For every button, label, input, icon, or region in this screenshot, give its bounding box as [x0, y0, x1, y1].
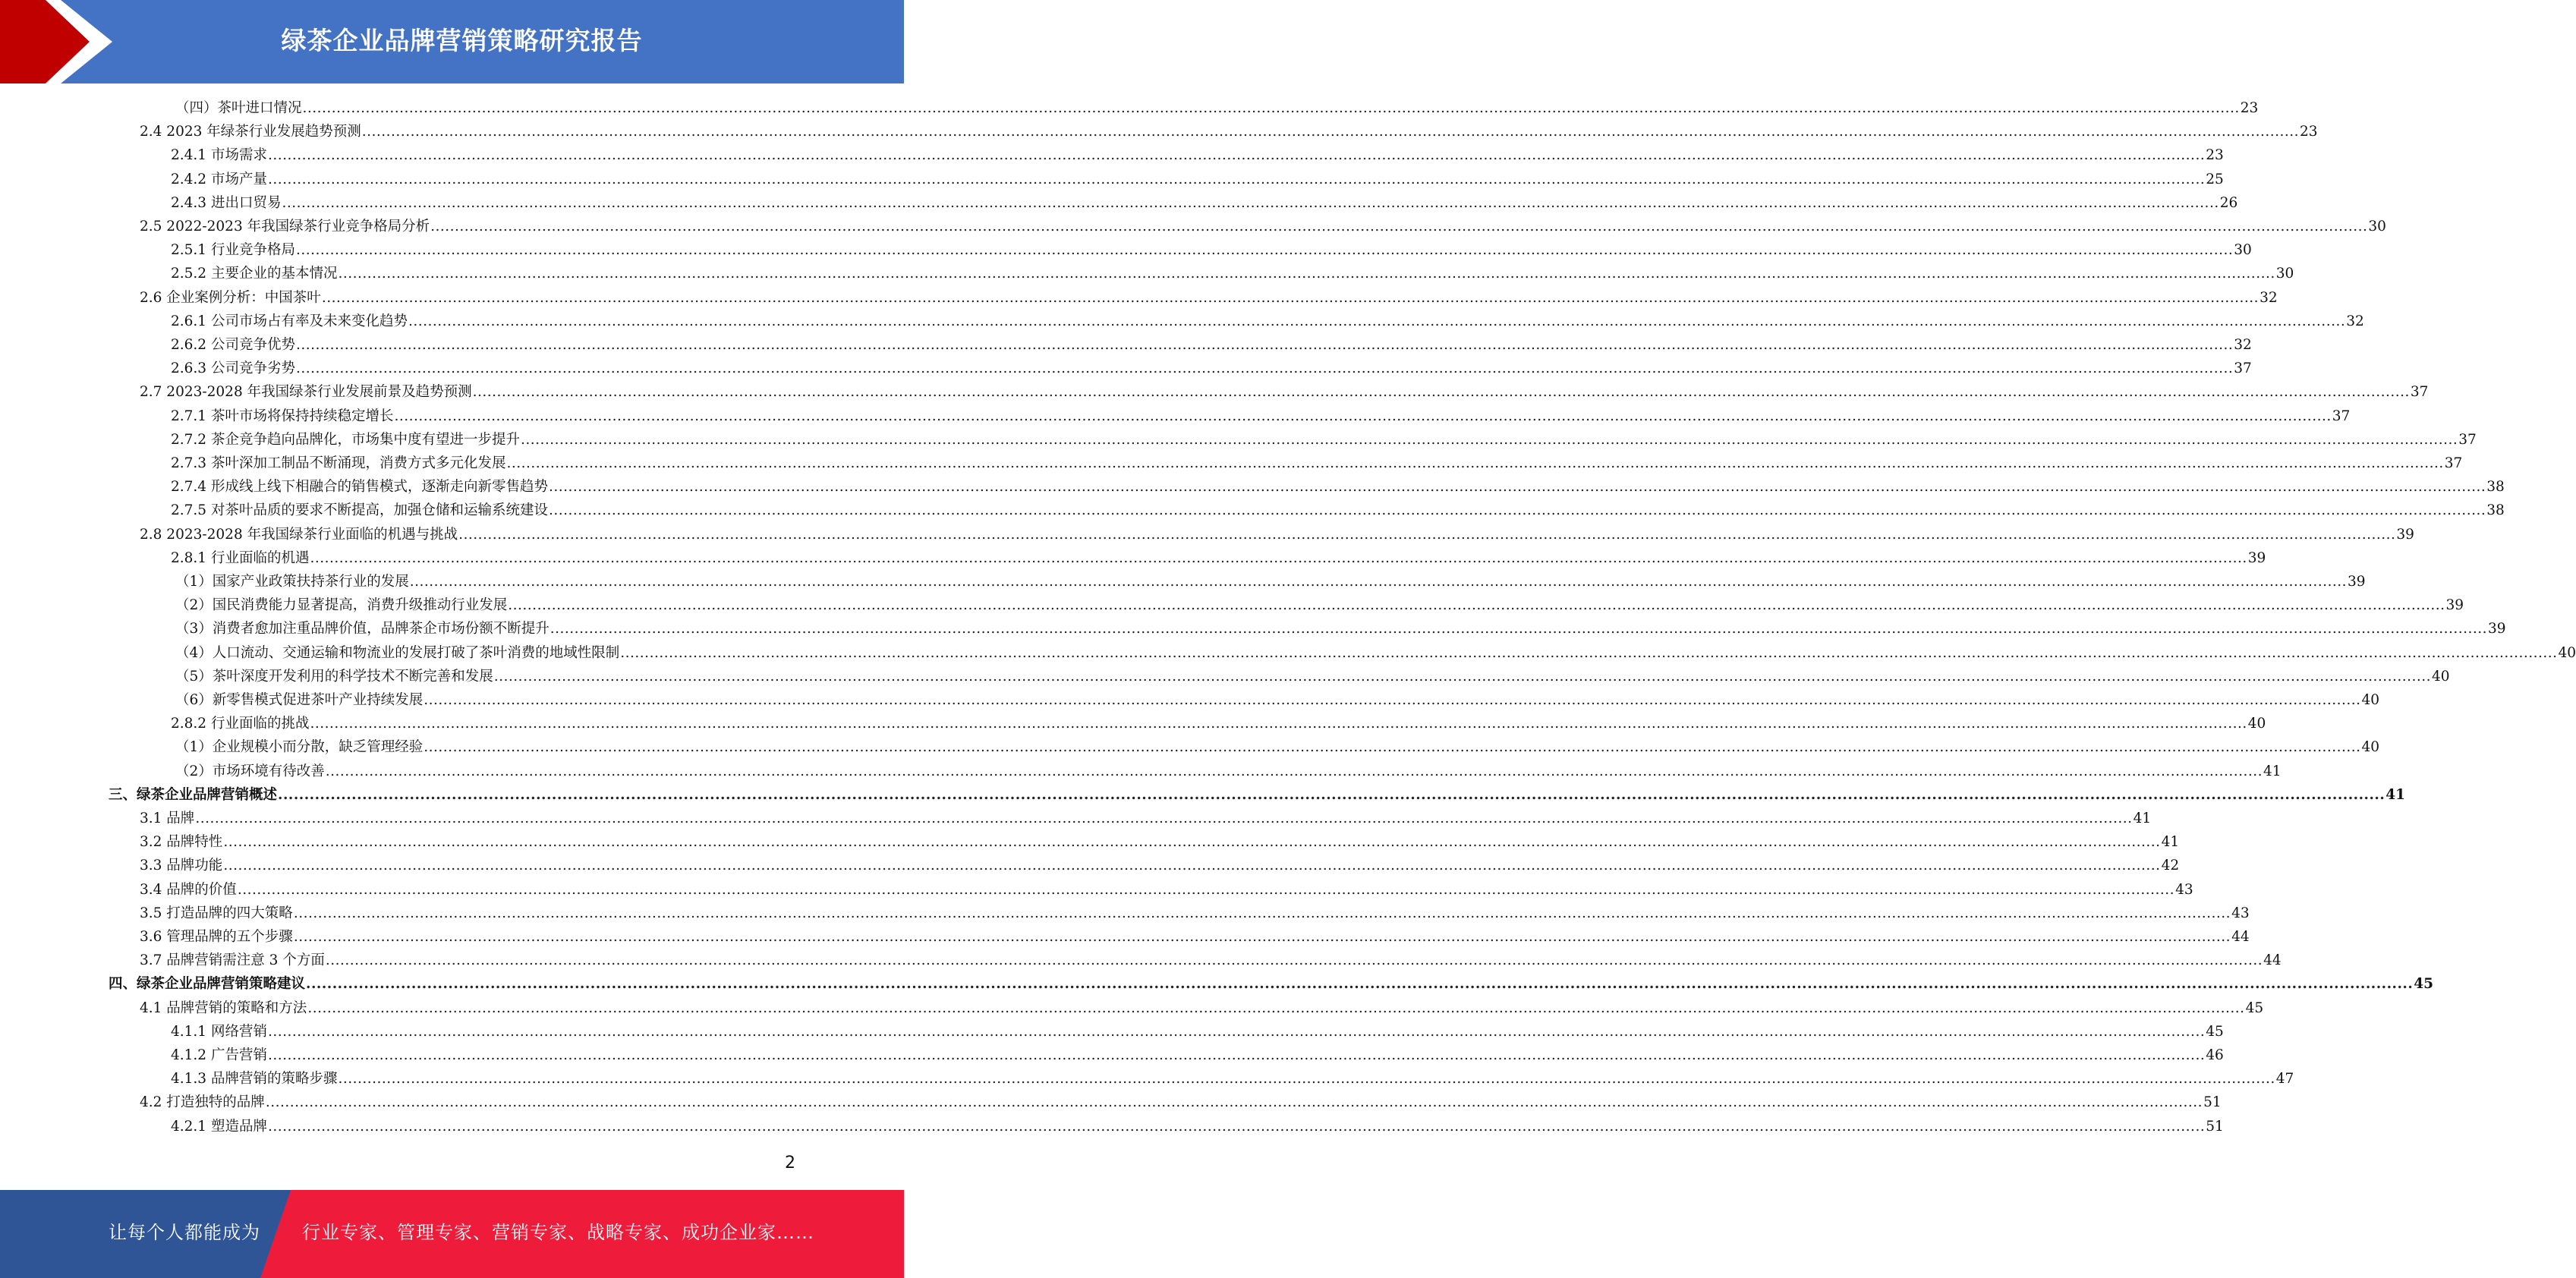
toc-entry-title: 4.1 品牌营销的策略和方法	[140, 999, 307, 1016]
toc-leader-dots: ................................................................................................................................................................................................................................................................................................................................................................................................................	[267, 147, 2206, 164]
toc-entry[interactable]	[171, 262, 2294, 285]
toc-leader-dots: ................................................................................................................................................................................................................................................................................................................................................................................................................	[307, 999, 2245, 1016]
toc-leader-dots: ................................................................................................................................................................................................................................................................................................................................................................................................................	[472, 384, 2410, 401]
toc-entry-page: 51	[2206, 1118, 2224, 1135]
toc-entry-title: （6）新零售模式促进茶叶产业持续发展	[175, 692, 424, 708]
toc-entry-title: （3）消费者愈加注重品牌价值，品牌茶企市场份额不断提升	[175, 621, 550, 637]
toc-entry-title: （4）人口流动、交通运输和物流业的发展打破了茶叶消费的地域性限制	[175, 644, 620, 661]
toc-entry-page: 41	[2263, 763, 2282, 779]
toc-entry[interactable]	[175, 593, 2464, 617]
toc-entry[interactable]	[140, 523, 2414, 546]
toc-entry-page: 41	[2133, 811, 2152, 826]
toc-entry[interactable]	[140, 902, 2250, 925]
toc-entry-title: 4.1.2 广告营销	[171, 1047, 267, 1063]
toc-entry-page: 37	[2444, 455, 2463, 471]
toc-leader-dots: ................................................................................................................................................................................................................................................................................................................................................................................................................	[430, 219, 2368, 235]
toc-entry-title: 2.6.2 公司竞争优势	[171, 337, 295, 353]
toc-entry[interactable]	[109, 783, 2406, 807]
toc-entry-page: 39	[2247, 549, 2266, 566]
toc-entry-page: 25	[2206, 171, 2224, 187]
toc-entry-page: 43	[2175, 881, 2193, 898]
toc-entry-title: 2.8.1 行业面临的机遇	[171, 549, 310, 566]
toc-entry-page: 44	[2231, 929, 2250, 945]
toc-entry[interactable]	[140, 286, 2278, 310]
toc-entry-page: 26	[2219, 194, 2238, 211]
toc-entry-title: 2.7.2 茶企竞争趋向品牌化，市场集中度有望进一步提升	[171, 431, 520, 448]
footer-slogan-left: 让每个人都能成为	[109, 1222, 260, 1243]
toc-entry-title: （1）国家产业政策扶持茶行业的发展	[175, 574, 409, 590]
toc-entry-title: 2.6.1 公司市场占有率及未来变化趋势	[171, 313, 408, 329]
toc-entry-title: 2.8 2023-2028 年我国绿茶行业面临的机遇与挑战	[140, 526, 458, 543]
toc-entry[interactable]	[175, 688, 2380, 712]
toc-entry-title: 三、绿茶企业品牌营销概述	[109, 786, 278, 803]
toc-entry-page: 40	[2247, 716, 2266, 732]
toc-entry-title: 2.4.2 市场产量	[171, 171, 267, 187]
toc-entry-page: 37	[2234, 360, 2252, 377]
toc-leader-dots: ................................................................................................................................................................................................................................................................................................................................................................................................................	[424, 739, 2361, 756]
toc-entry[interactable]	[140, 996, 2264, 1020]
toc-leader-dots: ................................................................................................................................................................................................................................................................................................................................................................................................................	[409, 574, 2348, 590]
toc-entry[interactable]	[175, 760, 2282, 783]
toc-entry[interactable]	[171, 1043, 2224, 1067]
toc-entry-page: 32	[2346, 313, 2364, 329]
toc-entry-title: 2.6 企业案例分析：中国茶叶	[140, 289, 321, 306]
toc-entry-page: 45	[2414, 976, 2434, 993]
toc-leader-dots: ................................................................................................................................................................................................................................................................................................................................................................................................................	[223, 834, 2161, 851]
toc-entry-title: 3.3 品牌功能	[140, 858, 223, 874]
toc-entry[interactable]	[175, 570, 2366, 593]
toc-leader-dots: ................................................................................................................................................................................................................................................................................................................................................................................................................	[282, 194, 2219, 211]
toc-entry-title: 4.1.3 品牌营销的策略步骤	[171, 1071, 338, 1088]
toc-leader-dots: ................................................................................................................................................................................................................................................................................................................................................................................................................	[295, 337, 2234, 353]
toc-leader-dots: ................................................................................................................................................................................................................................................................................................................................................................................................................	[237, 881, 2175, 898]
toc-leader-dots: ................................................................................................................................................................................................................................................................................................................................................................................................................	[195, 811, 2133, 826]
toc-entry-title: 2.8.2 行业面临的挑战	[171, 716, 310, 732]
toc-entry[interactable]	[171, 143, 2224, 167]
toc-entry-title: 3.4 品牌的价值	[140, 881, 237, 898]
toc-entry[interactable]	[109, 972, 2434, 996]
toc-entry-title: 2.5 2022-2023 年我国绿茶行业竞争格局分析	[140, 219, 430, 235]
toc-entry-title: 2.4.3 进出口贸易	[171, 194, 282, 211]
toc-entry-title: （5）茶叶深度开发利用的科学技术不断完善和发展	[175, 668, 493, 685]
toc-entry-page: 37	[2458, 431, 2477, 448]
toc-leader-dots: ................................................................................................................................................................................................................................................................................................................................................................................................................	[321, 289, 2260, 306]
toc-entry[interactable]	[140, 807, 2152, 830]
toc-leader-dots: ................................................................................................................................................................................................................................................................................................................................................................................................................	[267, 171, 2206, 187]
toc-leader-dots: ................................................................................................................................................................................................................................................................................................................................................................................................................	[310, 549, 2247, 566]
toc-entry-page: 51	[2203, 1094, 2222, 1111]
toc-entry-title: 2.4.1 市场需求	[171, 147, 267, 164]
toc-leader-dots: ................................................................................................................................................................................................................................................................................................................................................................................................................	[338, 266, 2275, 282]
toc-leader-dots: ................................................................................................................................................................................................................................................................................................................................................................................................................	[306, 976, 2414, 993]
toc-entry-title: 3.2 品牌特性	[140, 834, 223, 851]
toc-entry[interactable]	[140, 380, 2429, 404]
toc-entry-page: 39	[2348, 574, 2366, 590]
toc-entry-page: 37	[2332, 408, 2351, 424]
toc-entry-title: 2.5.2 主要企业的基本情况	[171, 266, 338, 282]
toc-leader-dots: ................................................................................................................................................................................................................................................................................................................................................................................................................	[278, 786, 2385, 803]
toc-entry[interactable]	[171, 333, 2252, 357]
toc-entry-title: 4.2.1 塑造品牌	[171, 1118, 267, 1135]
page-header	[0, 0, 904, 83]
toc-leader-dots: ................................................................................................................................................................................................................................................................................................................................................................................................................	[295, 360, 2234, 377]
toc-leader-dots: ................................................................................................................................................................................................................................................................................................................................................................................................................	[548, 502, 2486, 519]
toc-entry-title: 4.2 打造独特的品牌	[140, 1094, 265, 1111]
page-number: 2	[785, 1154, 795, 1173]
toc-entry-page: 42	[2161, 858, 2180, 874]
toc-entry-page: 30	[2234, 242, 2252, 259]
toc-entry[interactable]	[171, 168, 2224, 191]
toc-entry-title: 2.7 2023-2028 年我国绿茶行业发展前景及趋势预测	[140, 384, 472, 401]
toc-entry-page: 39	[2445, 597, 2464, 614]
toc-entry[interactable]	[171, 428, 2477, 452]
toc-entry[interactable]	[171, 546, 2266, 570]
toc-leader-dots: ................................................................................................................................................................................................................................................................................................................................................................................................................	[265, 1094, 2203, 1111]
toc-leader-dots: ................................................................................................................................................................................................................................................................................................................................................................................................................	[295, 242, 2234, 259]
toc-entry-page: 40	[2361, 739, 2380, 756]
toc-entry-title: 3.6 管理品牌的五个步骤	[140, 929, 293, 945]
toc-entry-title: 2.7.1 茶叶市场将保持持续稳定增长	[171, 408, 394, 424]
toc-leader-dots: ................................................................................................................................................................................................................................................................................................................................................................................................................	[520, 431, 2458, 448]
toc-entry[interactable]	[140, 949, 2282, 972]
toc-entry[interactable]	[171, 1115, 2224, 1138]
toc-entry-page: 45	[2206, 1023, 2224, 1040]
toc-entry[interactable]	[175, 641, 2576, 665]
toc-entry[interactable]	[140, 1091, 2222, 1114]
toc-leader-dots: ................................................................................................................................................................................................................................................................................................................................................................................................................	[310, 716, 2247, 732]
toc-entry[interactable]	[171, 310, 2364, 333]
toc-entry-page: 40	[2361, 692, 2380, 708]
toc-entry[interactable]	[140, 878, 2193, 902]
toc-leader-dots: ................................................................................................................................................................................................................................................................................................................................................................................................................	[508, 597, 2445, 614]
toc-entry[interactable]	[171, 712, 2266, 735]
toc-leader-dots: ................................................................................................................................................................................................................................................................................................................................................................................................................	[325, 763, 2263, 779]
toc-entry-title: 3.7 品牌营销需注意 3 个方面	[140, 952, 325, 969]
toc-leader-dots: ................................................................................................................................................................................................................................................................................................................................................................................................................	[548, 479, 2486, 496]
toc-entry[interactable]	[140, 120, 2318, 143]
toc-entry-page: 40	[2432, 668, 2450, 685]
toc-entry-page: 47	[2275, 1071, 2294, 1088]
toc-entry[interactable]	[171, 1067, 2294, 1091]
toc-entry-title: 2.7.4 形成线上线下相融合的销售模式，逐渐走向新零售趋势	[171, 479, 548, 496]
toc-leader-dots: ................................................................................................................................................................................................................................................................................................................................................................................................................	[408, 313, 2346, 329]
footer-slogan-right: 行业专家、管理专家、营销专家、战略专家、成功企业家……	[302, 1222, 814, 1243]
toc-entry-title: （1）企业规模小而分散，缺乏管理经验	[175, 739, 424, 756]
toc-entry[interactable]	[175, 665, 2450, 688]
toc-entry-page: 38	[2486, 479, 2505, 496]
toc-entry-title: 2.7.5 对茶叶品质的要求不断提高，加强仓储和运输系统建设	[171, 502, 548, 519]
toc-entry-page: 23	[2206, 147, 2224, 164]
toc-entry-title: （2）国民消费能力显著提高，消费升级推动行业发展	[175, 597, 508, 614]
toc-entry[interactable]	[175, 96, 2259, 120]
toc-leader-dots: ................................................................................................................................................................................................................................................................................................................................................................................................................	[267, 1023, 2206, 1040]
toc-entry[interactable]	[140, 925, 2250, 949]
toc-entry-page: 32	[2234, 337, 2252, 353]
report-title: 绿茶企业品牌营销策略研究报告	[281, 26, 643, 55]
toc-leader-dots: ................................................................................................................................................................................................................................................................................................................................................................................................................	[325, 952, 2263, 969]
toc-entry[interactable]	[140, 830, 2180, 854]
page-footer	[0, 1190, 904, 1278]
toc-entry-page: 32	[2260, 289, 2278, 306]
toc-entry-page: 39	[2396, 526, 2414, 543]
toc-entry-page: 23	[2300, 124, 2318, 140]
toc-entry[interactable]	[171, 1020, 2224, 1043]
toc-entry[interactable]	[140, 215, 2386, 238]
toc-entry-page: 41	[2161, 834, 2180, 851]
toc-entry-page: 30	[2368, 219, 2386, 235]
toc-entry-title: 4.1.1 网络营销	[171, 1023, 267, 1040]
toc-entry[interactable]	[171, 404, 2351, 428]
toc-entry-title: 3.5 打造品牌的四大策略	[140, 905, 293, 921]
toc-leader-dots: ................................................................................................................................................................................................................................................................................................................................................................................................................	[458, 526, 2396, 543]
toc-entry[interactable]	[171, 475, 2505, 499]
toc-entry-page: 23	[2240, 100, 2259, 116]
toc-entry-title: （2）市场环境有待改善	[175, 763, 325, 779]
toc-leader-dots: ................................................................................................................................................................................................................................................................................................................................................................................................................	[424, 692, 2361, 708]
toc-entry-title: 2.5.1 行业竞争格局	[171, 242, 295, 259]
toc-entry-page: 39	[2488, 621, 2506, 637]
toc-entry-page: 38	[2486, 502, 2505, 519]
toc-entry[interactable]	[171, 357, 2252, 380]
toc-entry-title: （四）茶叶进口情况	[175, 100, 302, 116]
toc-entry-page: 44	[2263, 952, 2282, 969]
toc-entry-title: 2.6.3 公司竞争劣势	[171, 360, 295, 377]
toc-entry-page: 46	[2206, 1047, 2224, 1063]
toc-leader-dots: ................................................................................................................................................................................................................................................................................................................................................................................................................	[394, 408, 2332, 424]
toc-leader-dots: ................................................................................................................................................................................................................................................................................................................................................................................................................	[267, 1047, 2206, 1063]
toc-entry-page: 30	[2275, 266, 2294, 282]
toc-leader-dots: ................................................................................................................................................................................................................................................................................................................................................................................................................	[293, 929, 2231, 945]
toc-leader-dots: ................................................................................................................................................................................................................................................................................................................................................................................................................	[550, 621, 2488, 637]
toc-entry-page: 37	[2410, 384, 2429, 401]
toc-leader-dots: ................................................................................................................................................................................................................................................................................................................................................................................................................	[493, 668, 2432, 685]
toc-entry[interactable]	[171, 191, 2238, 215]
toc-entry[interactable]	[140, 854, 2180, 877]
toc-entry-title: 四、绿茶企业品牌营销策略建议	[109, 976, 306, 993]
toc-entry[interactable]	[175, 617, 2506, 641]
toc-entry-title: 3.1 品牌	[140, 811, 195, 826]
toc-entry-page: 45	[2245, 999, 2264, 1016]
toc-leader-dots: ................................................................................................................................................................................................................................................................................................................................................................................................................	[293, 905, 2231, 921]
toc-leader-dots: ................................................................................................................................................................................................................................................................................................................................................................................................................	[620, 644, 2558, 661]
toc-leader-dots: ................................................................................................................................................................................................................................................................................................................................................................................................................	[338, 1071, 2275, 1088]
toc-leader-dots: ................................................................................................................................................................................................................................................................................................................................................................................................................	[223, 858, 2161, 874]
toc-entry-page: 41	[2385, 786, 2406, 803]
toc-leader-dots: ................................................................................................................................................................................................................................................................................................................................................................................................................	[361, 124, 2300, 140]
toc-entry-title: 2.7.3 茶叶深加工制品不断涌现，消费方式多元化发展	[171, 455, 506, 471]
toc-entry-page: 40	[2558, 644, 2576, 661]
toc-leader-dots: ................................................................................................................................................................................................................................................................................................................................................................................................................	[506, 455, 2444, 471]
toc-entry-page: 43	[2231, 905, 2250, 921]
toc-leader-dots: ................................................................................................................................................................................................................................................................................................................................................................................................................	[302, 100, 2240, 116]
toc-entry[interactable]	[171, 452, 2463, 475]
toc-entry[interactable]	[175, 735, 2380, 759]
toc-leader-dots: ................................................................................................................................................................................................................................................................................................................................................................................................................	[267, 1118, 2206, 1135]
toc-entry[interactable]	[171, 499, 2505, 522]
toc-entry-title: 2.4 2023 年绿茶行业发展趋势预测	[140, 124, 361, 140]
toc-entry[interactable]	[171, 238, 2252, 262]
